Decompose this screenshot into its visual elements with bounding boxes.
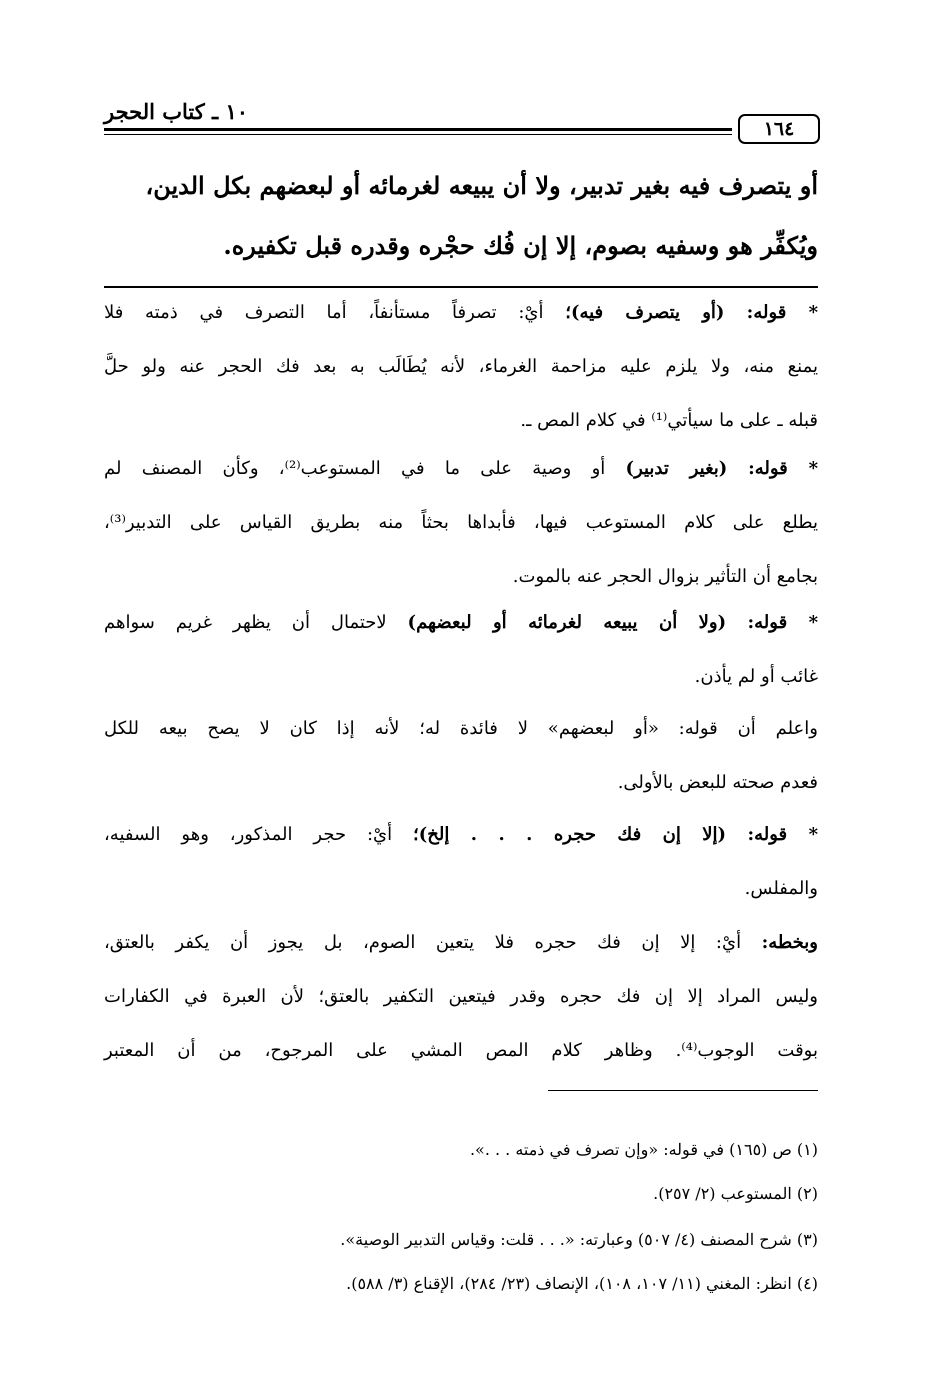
commentary-line: والمفلس. [744, 878, 818, 899]
matn-line-2: ويُكفِّر هو وسفيه بصوم، إلا إن فُك حجْره وقدره قبل تكفيره. [223, 231, 818, 260]
commentary-p2 [104, 442, 818, 604]
commentary-p6 [104, 916, 818, 1078]
commentary-p5 [104, 808, 818, 916]
commentary-line: بوقت الوجوب⁽⁴⁾. وظاهر كلام المص المشي على المرجوح، من أن المعتبر [104, 1040, 818, 1061]
commentary-line [104, 286, 818, 340]
commentary-line: يطلع على كلام المستوعب فيها، فأبداها بحثاً منه بطريق القياس على التدبير⁽³⁾، [104, 512, 818, 533]
footnote-3: (٣) شرح المصنف (٤/ ٥٠٧) وعبارته: «. . . قلت: وقياس التدبير الوصية». [340, 1230, 818, 1249]
matn-text [104, 156, 818, 276]
header-rule-thin [104, 134, 732, 135]
commentary-line: فعدم صحته للبعض بالأولى. [617, 772, 818, 793]
footnote-1: (١) ص (١٦٥) في قوله: «وإن تصرف في ذمته . . .». [469, 1140, 818, 1159]
commentary-line [104, 442, 818, 496]
page-number-box: ١٦٤ [738, 114, 820, 144]
commentary-line: وليس المراد إلا إن فك حجره وقدر فيتعين التكفير بالعتق؛ لأن العبرة في الكفارات [104, 986, 818, 1007]
commentary-line: واعلم أن قوله: «أو لبعضهم» لا فائدة له؛ لأنه إذا كان لا يصح بيعه للكل [104, 718, 818, 739]
commentary-text: أيْ: حجر المذكور، وهو السفيه، [104, 824, 413, 845]
commentary-line [104, 916, 818, 970]
commentary-text: أو وصية على ما في المستوعب⁽²⁾، وكأن المصنف لم [104, 458, 626, 479]
commentary-lead: * قوله: (أو يتصرف فيه)؛ [565, 302, 818, 323]
commentary-p1 [104, 286, 818, 448]
commentary-lead: * قوله: (ولا أن يبيعه لغرمائه أو لبعضهم) [407, 612, 819, 633]
commentary-text: لاحتمال أن يظهر غريم سواهم [104, 612, 408, 633]
commentary-lead: * قوله: (إلا إن فك حجره . . . إلخ)؛ [413, 824, 818, 845]
footnote-4: (٤) انظر: المغني (١١/ ١٠٧، ١٠٨)، الإنصاف (٢٣/ ٢٨٤)، الإقناع (٣/ ٥٨٨). [346, 1274, 818, 1293]
commentary-line: يمنع منه، ولا يلزم عليه مزاحمة الغرماء، لأنه يُطَالَب به بعد فك الحجر عنه ولو حلَّ [104, 356, 818, 377]
header-rule-thick [104, 128, 732, 131]
commentary-text: أيْ: إلا إن فك حجره فلا يتعين الصوم، بل يجوز أن يكفر بالعتق، [104, 932, 762, 953]
commentary-line: غائب أو لم يأذن. [694, 666, 818, 687]
commentary-line: قبله ـ على ما سيأتي⁽¹⁾ في كلام المص ـ. [520, 410, 818, 431]
commentary-lead: * قوله: (بغير تدبير) [625, 458, 818, 479]
footnote-2: (٢) المستوعب (٢/ ٢٥٧). [653, 1184, 818, 1203]
commentary-line [104, 596, 818, 650]
commentary-text: أيْ: تصرفاً مستأنفاً، أما التصرف في ذمته فلا [104, 302, 566, 323]
commentary-p4 [104, 702, 818, 810]
matn-line-1: أو يتصرف فيه بغير تدبير، ولا أن يبيعه لغرمائه أو لبعضهم بكل الدين، [145, 171, 818, 200]
commentary-line [104, 808, 818, 862]
chapter-title: ١٠ ـ كتاب الحجر [104, 99, 249, 124]
commentary-p3 [104, 596, 818, 704]
commentary-line: بجامع أن التأثير بزوال الحجر عنه بالموت. [512, 566, 818, 587]
footnote-rule [548, 1090, 818, 1091]
commentary-lead: وبخطه: [761, 932, 818, 953]
